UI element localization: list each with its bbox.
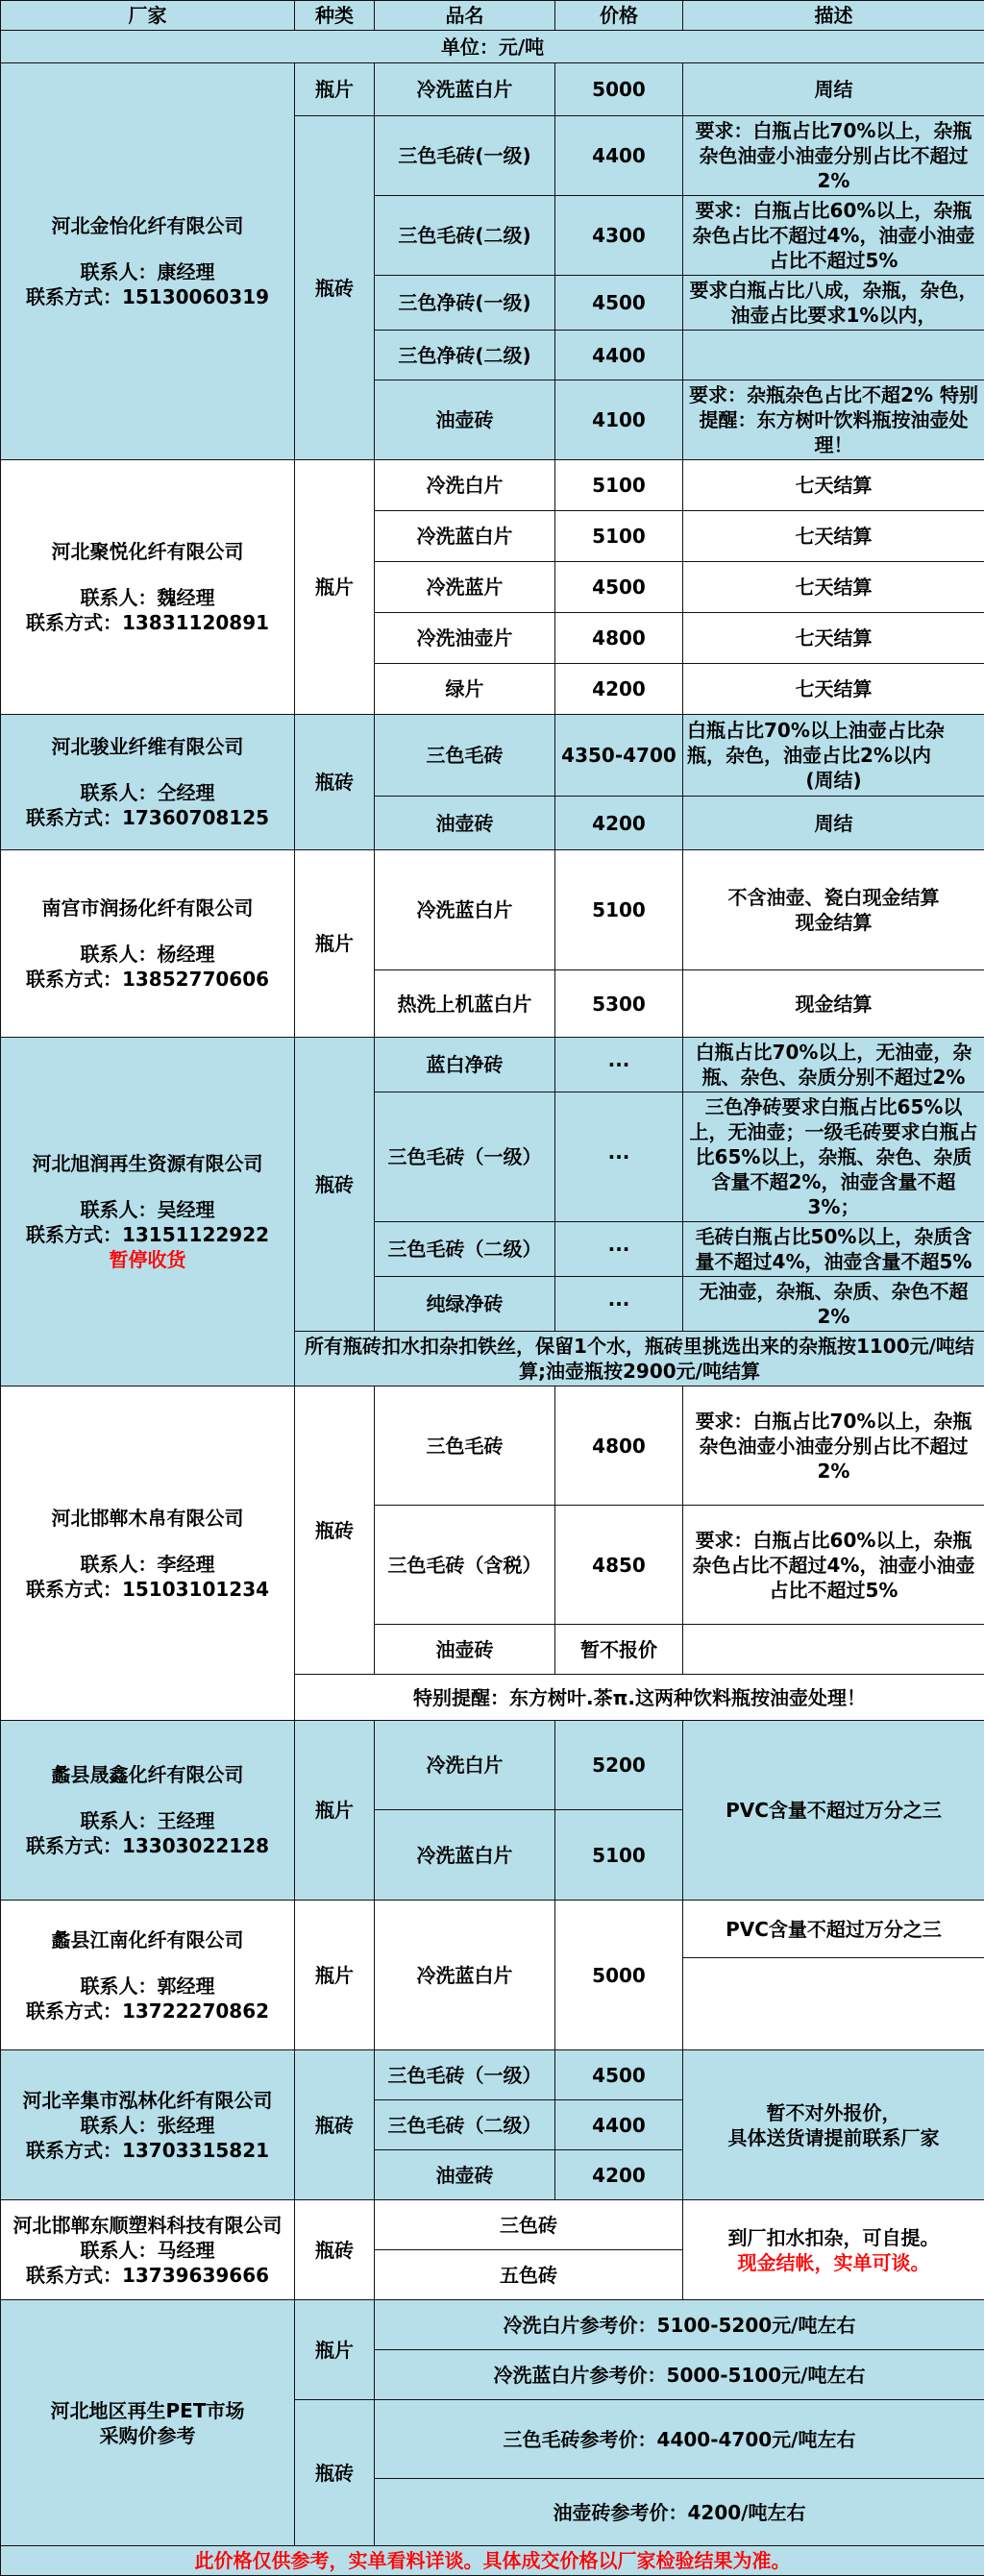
desc-cell: 七天结算 <box>683 460 984 511</box>
contact-person: 杨经理 <box>158 943 215 966</box>
status-badge: 暂停收货 <box>5 1247 290 1272</box>
product-cell: 五色砖 <box>375 2250 683 2300</box>
desc-text: 暂不对外报价， <box>687 2100 980 2125</box>
type-cell: 瓶片 <box>295 460 375 715</box>
product-cell: 三色砖 <box>375 2200 683 2250</box>
phone-number: 13852770606 <box>122 968 269 991</box>
footer-disclaimer: 此价格仅供参考，实单看料详谈。具体成交价格以厂家检验结果为准。 <box>1 2546 984 2576</box>
desc-text: 不含油壶、瓷白现金结算 <box>687 885 980 910</box>
product-cell: 三色净砖(一级) <box>375 276 555 331</box>
price-cell: 4100 <box>555 380 683 460</box>
phone-number: 17360708125 <box>122 806 269 829</box>
company-name: 南宫市润扬化纤有限公司 <box>5 895 290 920</box>
company-block-honglin <box>1 2050 984 2200</box>
contact-label: 联系人： <box>81 2239 158 2262</box>
desc-cell <box>683 715 984 797</box>
header-product: 品名 <box>375 1 555 31</box>
price-cell: 5000 <box>555 63 683 116</box>
reference-price: 冷洗蓝白片参考价：5000-5100元/吨左右 <box>375 2350 984 2400</box>
desc-cell: 要求：白瓶占比60%以上，杂瓶杂色占比不超过4%，油壶小油壶占比不超过5% <box>683 196 984 276</box>
price-cell: 4350-4700 <box>555 715 683 797</box>
phone-number: 15130060319 <box>122 285 269 308</box>
phone-number: 13831120891 <box>122 611 269 634</box>
company-block-runyang <box>1 850 984 1038</box>
price-cell: 5100 <box>555 511 683 562</box>
contact-label: 联系人： <box>81 1809 158 1832</box>
desc-cell: 七天结算 <box>683 511 984 562</box>
phone-label: 联系方式： <box>26 285 122 308</box>
reference-title: 河北地区再生PET市场 <box>5 2398 290 2423</box>
contact-label: 联系人： <box>81 781 158 804</box>
contact-person: 魏经理 <box>158 586 215 609</box>
reference-price: 三色毛砖参考价：4400-4700元/吨左右 <box>375 2400 984 2479</box>
desc-cell: 要求：杂瓶杂色占比不超2% 特别提醒：东方树叶饮料瓶按油壶处理！ <box>683 380 984 460</box>
desc-cell: 周结 <box>683 63 984 116</box>
type-cell: 瓶片 <box>295 1901 375 2050</box>
contact-label: 联系人： <box>81 260 158 283</box>
reference-price: 油壶砖参考价：4200/吨左右 <box>375 2479 984 2546</box>
type-cell: 瓶片 <box>295 850 375 1038</box>
desc-cell: 毛砖白瓶占比50%以上，杂质含量不超过4%，油壶含量不超5% <box>683 1222 984 1277</box>
product-cell: 纯绿净砖 <box>375 1277 555 1332</box>
price-cell: 4300 <box>555 196 683 276</box>
price-cell: 5300 <box>555 970 683 1038</box>
price-cell: 4800 <box>555 613 683 664</box>
desc-cell: 七天结算 <box>683 613 984 664</box>
price-cell: 4850 <box>555 1506 683 1625</box>
contact-label: 联系人： <box>81 2114 158 2137</box>
type-cell: 瓶片 <box>295 63 375 116</box>
product-cell: 冷洗蓝白片 <box>375 1810 555 1901</box>
phone-label: 联系方式： <box>26 1223 122 1246</box>
contact-person: 李经理 <box>158 1553 215 1576</box>
desc-cell: 要求白瓶占比八成，杂瓶，杂色，油壶占比要求1%以内， <box>683 276 984 331</box>
phone-number: 13303022128 <box>122 1834 269 1857</box>
product-cell: 冷洗蓝白片 <box>375 1901 555 2050</box>
company-block-juyue <box>1 460 984 715</box>
company-cell <box>1 715 295 850</box>
product-cell: 油壶砖 <box>375 1625 555 1675</box>
contact-label: 联系人： <box>81 943 158 966</box>
phone-label: 联系方式： <box>26 611 122 634</box>
block-note: 特别提醒：东方树叶.茶π.这两种饮料瓶按油壶处理！ <box>295 1675 984 1721</box>
price-cell: 4500 <box>555 2050 683 2100</box>
phone-number: 15103101234 <box>122 1578 269 1601</box>
price-cell: 4800 <box>555 1386 683 1506</box>
contact-label: 联系人： <box>81 1553 158 1576</box>
desc-cell: 三色净砖要求白瓶占比65%以上，无油壶；一级毛砖要求白瓶占比65%以上，杂瓶、杂色、杂质含量不超2%，油壶含量不超3%； <box>683 1092 984 1222</box>
product-cell: 三色毛砖（二级） <box>375 2100 555 2150</box>
company-name: 蠡县江南化纤有限公司 <box>5 1927 290 1952</box>
type-cell: 瓶砖 <box>295 116 375 460</box>
type-cell: 瓶砖 <box>295 1038 375 1332</box>
type-cell: 瓶砖 <box>295 1386 375 1675</box>
price-cell: 4400 <box>555 116 683 196</box>
company-cell <box>1 63 295 460</box>
contact-person: 张经理 <box>158 2114 215 2137</box>
company-cell <box>1 2050 295 2200</box>
company-name: 蠡县晟鑫化纤有限公司 <box>5 1762 290 1787</box>
product-cell: 三色净砖(二级) <box>375 331 555 380</box>
phone-label: 联系方式： <box>26 806 122 829</box>
price-cell: 4200 <box>555 664 683 715</box>
contact-person: 王经理 <box>158 1809 215 1832</box>
contact-label: 联系人： <box>81 1975 158 1998</box>
desc-cell: 七天结算 <box>683 664 984 715</box>
price-cell: ··· <box>555 1092 683 1222</box>
footer-row <box>1 2546 984 2576</box>
desc-settlement: (周结) <box>687 768 980 793</box>
product-cell: 三色毛砖 <box>375 715 555 797</box>
contact-label: 联系人： <box>81 586 158 609</box>
desc-cell: 要求：白瓶占比60%以上，杂瓶杂色占比不超过4%，油壶小油壶占比不超过5% <box>683 1506 984 1625</box>
block-note: 所有瓶砖扣水扣杂扣铁丝，保留1个水，瓶砖里挑选出来的杂瓶按1100元/吨结算;油壶瓶按2900元/吨结算 <box>295 1332 984 1386</box>
company-block-mubo <box>1 1386 984 1721</box>
price-cell: 5100 <box>555 460 683 511</box>
company-block-jiangnan <box>1 1901 984 2050</box>
desc-cell: 周结 <box>683 797 984 850</box>
phone-number: 13703315821 <box>122 2139 269 2162</box>
type-cell: 瓶砖 <box>295 2400 375 2546</box>
phone-label: 联系方式： <box>26 1999 122 2023</box>
product-cell: 绿片 <box>375 664 555 715</box>
product-cell: 冷洗白片 <box>375 1721 555 1810</box>
contact-person: 仝经理 <box>158 781 215 804</box>
desc-cell <box>683 2050 984 2200</box>
phone-label: 联系方式： <box>26 2139 122 2162</box>
desc-cell: 要求：白瓶占比70%以上，杂瓶杂色油壶小油壶分别占比不超过2% <box>683 1386 984 1506</box>
price-cell: 4400 <box>555 331 683 380</box>
price-cell: 5000 <box>555 1901 683 2050</box>
phone-label: 联系方式： <box>26 1834 122 1857</box>
unit-row <box>1 31 984 63</box>
product-cell: 冷洗油壶片 <box>375 613 555 664</box>
phone-label: 联系方式： <box>26 2264 122 2287</box>
company-cell <box>1 1038 295 1386</box>
price-cell: ··· <box>555 1277 683 1332</box>
product-cell: 油壶砖 <box>375 797 555 850</box>
company-block-junye <box>1 715 984 850</box>
company-block-dongshun <box>1 2200 984 2300</box>
company-cell <box>1 1721 295 1901</box>
product-cell: 冷洗蓝白片 <box>375 511 555 562</box>
type-cell: 瓶砖 <box>295 715 375 850</box>
reference-subtitle: 采购价参考 <box>5 2423 290 2448</box>
product-cell: 三色毛砖(二级) <box>375 196 555 276</box>
product-cell: 冷洗蓝片 <box>375 562 555 613</box>
phone-label: 联系方式： <box>26 968 122 991</box>
product-cell: 冷洗蓝白片 <box>375 850 555 970</box>
desc-text-2: 具体送货请提前联系厂家 <box>687 2125 980 2150</box>
price-cell: ··· <box>555 1222 683 1277</box>
product-cell: 油壶砖 <box>375 380 555 460</box>
company-block-shengxin <box>1 1721 984 1901</box>
desc-cell: PVC含量不超过万分之三 <box>683 1721 984 1901</box>
desc-cell <box>683 2200 984 2300</box>
price-cell: 5100 <box>555 1810 683 1901</box>
price-cell: ··· <box>555 1038 683 1092</box>
phone-number: 13722270862 <box>122 1999 269 2023</box>
company-cell <box>1 2200 295 2300</box>
product-cell: 冷洗白片 <box>375 460 555 511</box>
desc-cell: 白瓶占比70%以上，无油壶，杂瓶、杂色、杂质分别不超过2% <box>683 1038 984 1092</box>
unit-label: 单位：元/吨 <box>1 31 984 63</box>
company-name: 河北辛集市泓林化纤有限公司 <box>5 2088 290 2113</box>
company-name: 河北旭润再生资源有限公司 <box>5 1151 290 1176</box>
header-price: 价格 <box>555 1 683 31</box>
type-cell: 瓶砖 <box>295 2050 375 2200</box>
contact-person: 吴经理 <box>158 1198 215 1221</box>
header-type: 种类 <box>295 1 375 31</box>
price-cell: 5100 <box>555 850 683 970</box>
product-cell: 三色毛砖（一级） <box>375 2050 555 2100</box>
contact-person: 马经理 <box>158 2239 215 2262</box>
desc-cell: 现金结算 <box>683 970 984 1038</box>
desc-cell: PVC含量不超过万分之三 <box>683 1901 984 1958</box>
company-name: 河北邯郸东顺塑料科技有限公司 <box>5 2213 290 2238</box>
reference-price: 冷洗白片参考价：5100-5200元/吨左右 <box>375 2300 984 2350</box>
type-cell: 瓶片 <box>295 1721 375 1901</box>
product-cell: 冷洗蓝白片 <box>375 63 555 116</box>
product-cell: 油壶砖 <box>375 2150 555 2200</box>
phone-label: 联系方式： <box>26 1578 122 1601</box>
contact-person: 郭经理 <box>158 1975 215 1998</box>
price-cell: 5200 <box>555 1721 683 1810</box>
header-company: 厂家 <box>1 1 295 31</box>
product-cell: 三色毛砖 <box>375 1386 555 1506</box>
desc-cell: 无油壶，杂瓶、杂质、杂色不超2% <box>683 1277 984 1332</box>
price-cell: 4500 <box>555 562 683 613</box>
contact-label: 联系人： <box>81 1198 158 1221</box>
company-name: 河北金怡化纤有限公司 <box>5 213 290 238</box>
product-cell: 三色毛砖（一级） <box>375 1092 555 1222</box>
price-cell: 4200 <box>555 797 683 850</box>
price-cell: 4200 <box>555 2150 683 2200</box>
desc-text: 到厂扣水扣杂，可自提。 <box>687 2225 980 2250</box>
contact-person: 康经理 <box>158 260 215 283</box>
header-desc: 描述 <box>683 1 984 31</box>
company-name: 河北骏业纤维有限公司 <box>5 734 290 759</box>
product-cell: 三色毛砖（二级） <box>375 1222 555 1277</box>
company-name: 河北聚悦化纤有限公司 <box>5 539 290 564</box>
company-block-xurun <box>1 1038 984 1386</box>
company-cell <box>1 1386 295 1721</box>
product-cell: 三色毛砖（含税） <box>375 1506 555 1625</box>
desc-empty-cell <box>683 1958 984 2050</box>
desc-text: 白瓶占比70%以上油壶占比杂瓶，杂色，油壶占比2%以内 <box>687 718 980 768</box>
price-cell: 暂不报价 <box>555 1625 683 1675</box>
desc-settlement: 现金结算 <box>687 910 980 935</box>
price-cell: 4500 <box>555 276 683 331</box>
price-cell: 4400 <box>555 2100 683 2150</box>
product-cell: 三色毛砖(一级) <box>375 116 555 196</box>
desc-cell <box>683 850 984 970</box>
desc-text-red: 现金结帐，实单可谈。 <box>687 2250 980 2275</box>
company-cell <box>1 460 295 715</box>
table-header-row <box>1 1 984 31</box>
company-cell <box>1 850 295 1038</box>
desc-cell <box>683 331 984 380</box>
phone-number: 13739639666 <box>122 2264 269 2287</box>
type-cell: 瓶片 <box>295 2300 375 2400</box>
company-block-jinyi <box>1 63 984 460</box>
product-cell: 蓝白净砖 <box>375 1038 555 1092</box>
type-cell: 瓶砖 <box>295 2200 375 2300</box>
desc-cell: 七天结算 <box>683 562 984 613</box>
company-name: 河北邯郸木帛有限公司 <box>5 1506 290 1531</box>
desc-cell: 要求：白瓶占比70%以上，杂瓶杂色油壶小油壶分别占比不超过2% <box>683 116 984 196</box>
product-cell: 热洗上机蓝白片 <box>375 970 555 1038</box>
company-cell <box>1 1901 295 2050</box>
phone-number: 13151122922 <box>122 1223 269 1246</box>
desc-cell <box>683 1625 984 1675</box>
